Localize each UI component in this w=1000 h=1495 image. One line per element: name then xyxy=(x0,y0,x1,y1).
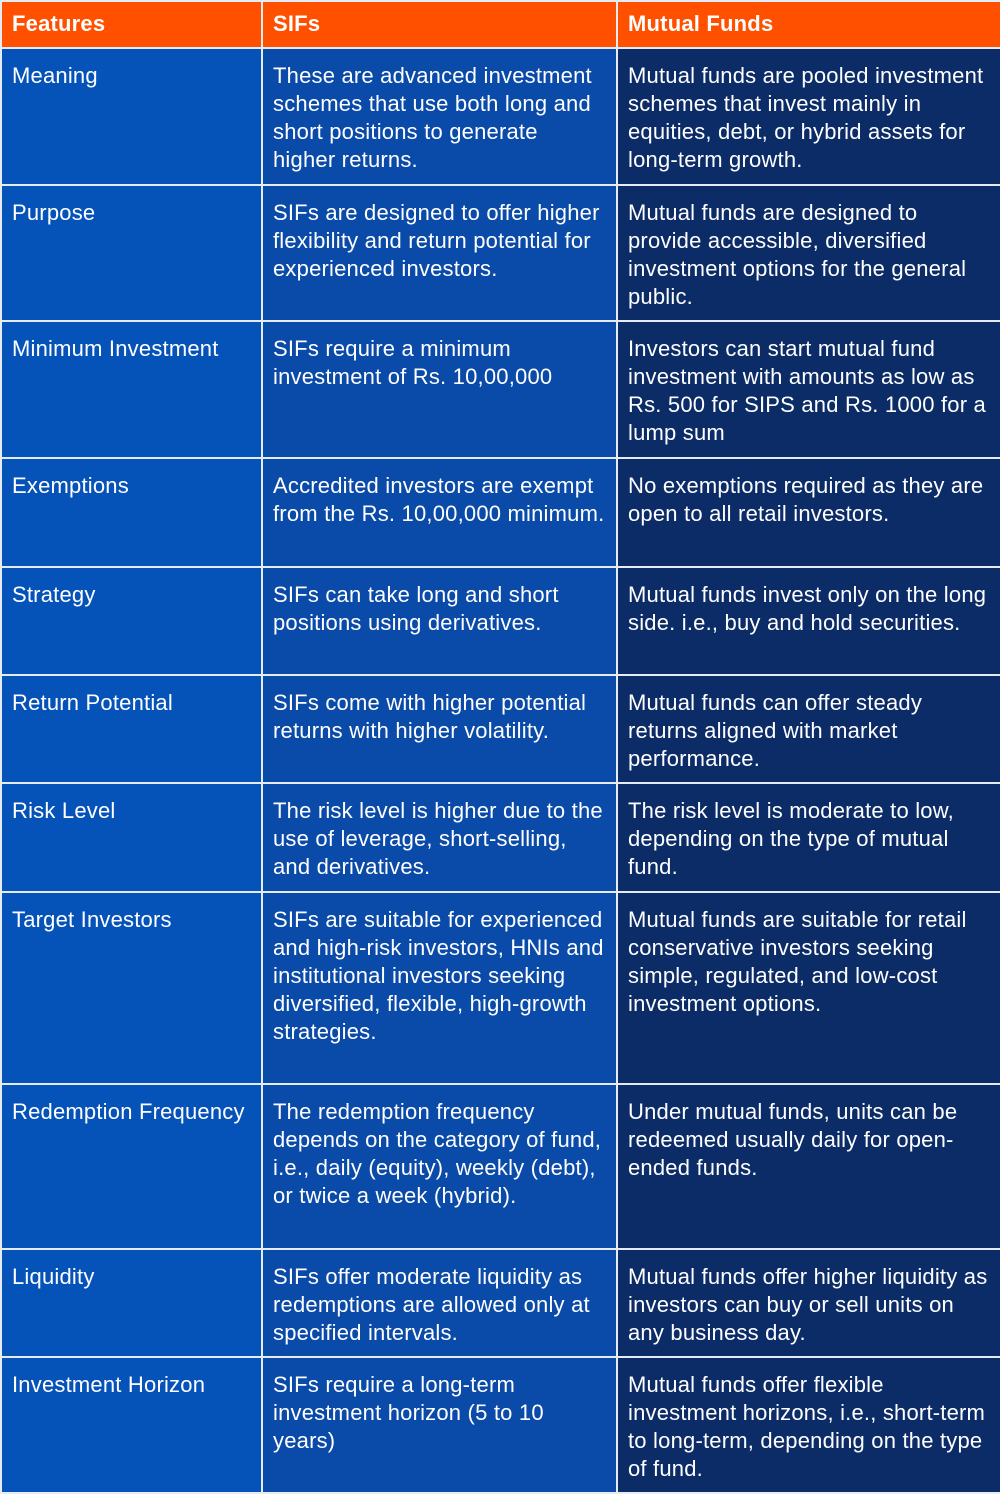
mutual-fund-cell: Mutual funds are designed to provide accessible, diversified investment options for the general public. xyxy=(617,185,1000,321)
feature-cell: Target Investors xyxy=(1,892,262,1084)
header-sifs: SIFs xyxy=(262,1,617,48)
table-row xyxy=(1,567,1000,675)
sif-cell: The redemption frequency depends on the category of fund, i.e., daily (equity), weekly (debt), or twice a week (hybrid). xyxy=(262,1084,617,1249)
table-row xyxy=(1,675,1000,783)
mutual-fund-cell: Mutual funds offer flexible investment horizons, i.e., short-term to long-term, depending on the type of fund. xyxy=(617,1357,1000,1493)
feature-cell: Minimum Investment xyxy=(1,321,262,458)
sif-cell: SIFs are designed to offer higher flexibility and return potential for experienced investors. xyxy=(262,185,617,321)
table-row xyxy=(1,783,1000,892)
feature-cell: Risk Level xyxy=(1,783,262,892)
sif-cell: These are advanced investment schemes that use both long and short positions to generate higher returns. xyxy=(262,48,617,185)
table-row xyxy=(1,185,1000,321)
mutual-fund-cell: Mutual funds are pooled investment schemes that invest mainly in equities, debt, or hybrid assets for long-term growth. xyxy=(617,48,1000,185)
header-row xyxy=(1,1,1000,48)
sif-cell: SIFs are suitable for experienced and high-risk investors, HNIs and institutional investors seeking diversified, flexible, high-growth strategies. xyxy=(262,892,617,1084)
mutual-fund-cell: Mutual funds can offer steady returns aligned with market performance. xyxy=(617,675,1000,783)
table-row xyxy=(1,1084,1000,1249)
sif-cell: SIFs can take long and short positions using derivatives. xyxy=(262,567,617,675)
feature-cell: Return Potential xyxy=(1,675,262,783)
feature-cell: Exemptions xyxy=(1,458,262,567)
table-row xyxy=(1,892,1000,1084)
feature-cell: Liquidity xyxy=(1,1249,262,1357)
header-features: Features xyxy=(1,1,262,48)
sif-cell: The risk level is higher due to the use of leverage, short-selling, and derivatives. xyxy=(262,783,617,892)
sif-cell: SIFs require a long-term investment horizon (5 to 10 years) xyxy=(262,1357,617,1493)
table-row xyxy=(1,1249,1000,1357)
header-mutual-funds: Mutual Funds xyxy=(617,1,1000,48)
feature-cell: Investment Horizon xyxy=(1,1357,262,1493)
feature-cell: Redemption Frequency xyxy=(1,1084,262,1249)
feature-cell: Strategy xyxy=(1,567,262,675)
table-row xyxy=(1,321,1000,458)
sif-cell: SIFs require a minimum investment of Rs. 10,00,000 xyxy=(262,321,617,458)
mutual-fund-cell: Investors can start mutual fund investment with amounts as low as Rs. 500 for SIPS and Rs. 1000 for a lump sum xyxy=(617,321,1000,458)
feature-cell: Meaning xyxy=(1,48,262,185)
mutual-fund-cell: No exemptions required as they are open to all retail investors. xyxy=(617,458,1000,567)
mutual-fund-cell: Mutual funds offer higher liquidity as investors can buy or sell units on any business day. xyxy=(617,1249,1000,1357)
table-row xyxy=(1,1357,1000,1493)
table-row xyxy=(1,48,1000,185)
mutual-fund-cell: Mutual funds invest only on the long side. i.e., buy and hold securities. xyxy=(617,567,1000,675)
sif-cell: SIFs offer moderate liquidity as redemptions are allowed only at specified intervals. xyxy=(262,1249,617,1357)
feature-cell: Purpose xyxy=(1,185,262,321)
mutual-fund-cell: Mutual funds are suitable for retail conservative investors seeking simple, regulated, and low-cost investment options. xyxy=(617,892,1000,1084)
sif-cell: Accredited investors are exempt from the Rs. 10,00,000 minimum. xyxy=(262,458,617,567)
mutual-fund-cell: The risk level is moderate to low, depending on the type of mutual fund. xyxy=(617,783,1000,892)
sif-cell: SIFs come with higher potential returns with higher volatility. xyxy=(262,675,617,783)
table-row xyxy=(1,458,1000,567)
mutual-fund-cell: Under mutual funds, units can be redeemed usually daily for open-ended funds. xyxy=(617,1084,1000,1249)
